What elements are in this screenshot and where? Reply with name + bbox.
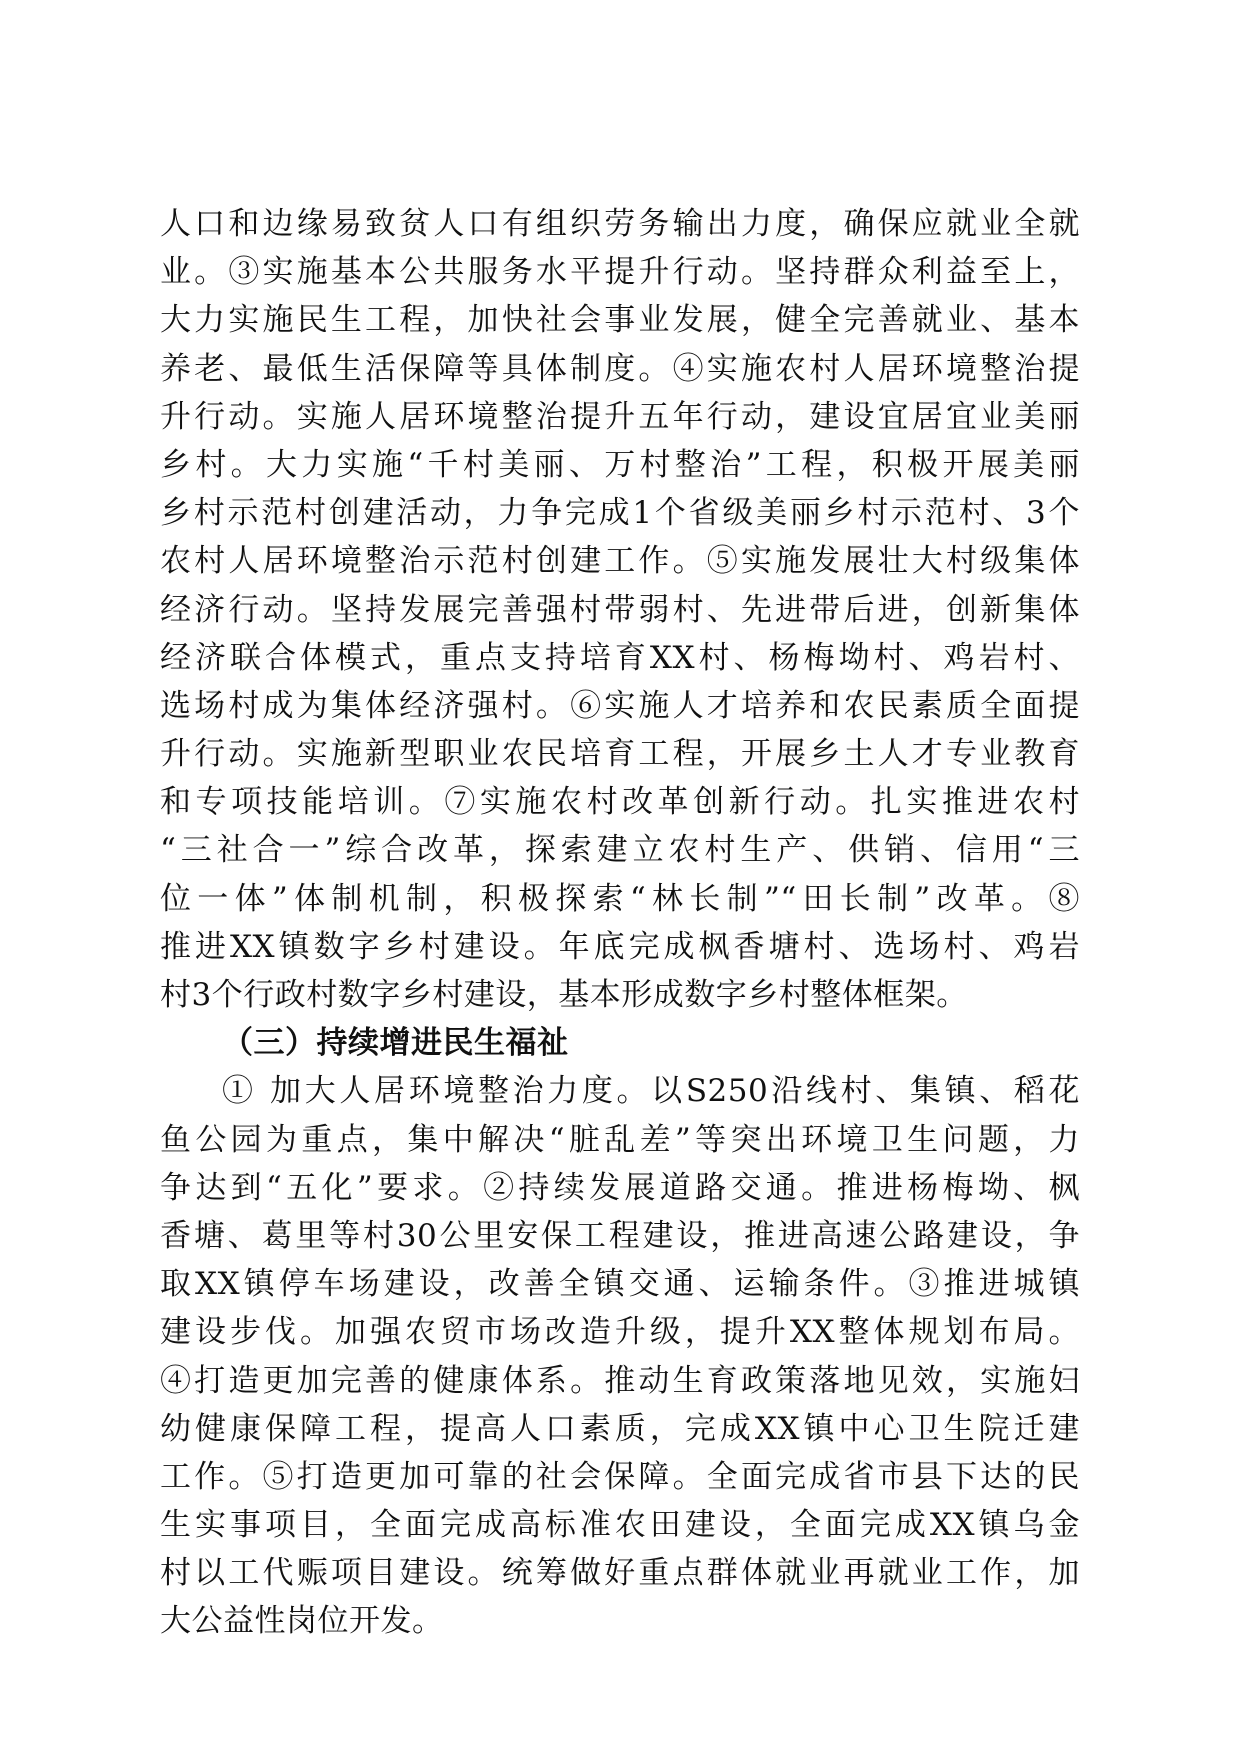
- paragraph-line: 取XX镇停车场建设，改善全镇交通、运输条件。③推进城镇: [160, 1266, 1080, 1303]
- paragraph-line: 乡村示范村创建活动，力争完成1个省级美丽乡村示范村、3个: [160, 495, 1080, 532]
- paragraph-line: 村以工代赈项目建设。统筹做好重点群体就业再就业工作，加: [160, 1555, 1080, 1592]
- paragraph-line: 农村人居环境整治示范村创建工作。⑤实施发展壮大村级集体: [160, 543, 1080, 580]
- section-heading: （三）持续增进民生福祉: [222, 1025, 569, 1062]
- paragraph-line: “三社合一”综合改革，探索建立农村生产、供销、信用“三: [160, 832, 1080, 869]
- paragraph-line: 推进XX镇数字乡村建设。年底完成枫香塘村、选场村、鸡岩: [160, 928, 1080, 965]
- paragraph-line: 建设步伐。加强农贸市场改造升级，提升XX整体规划布局。: [160, 1314, 1080, 1351]
- paragraph-line: ① 加大人居环境整治力度。以S250沿线村、集镇、稻花: [222, 1073, 1080, 1110]
- paragraph-line: 选场村成为集体经济强村。⑥实施人才培养和农民素质全面提: [160, 687, 1080, 724]
- paragraph-line: 工作。⑤打造更加可靠的社会保障。全面完成省市县下达的民: [160, 1458, 1080, 1495]
- paragraph-line: 升行动。实施人居环境整治提升五年行动，建设宜居宜业美丽: [160, 398, 1080, 435]
- paragraph-line: 和专项技能培训。⑦实施农村改革创新行动。扎实推进农村: [160, 784, 1080, 821]
- paragraph-line: 位一体”体制机制，积极探索“林长制”“田长制”改革。⑧: [160, 880, 1080, 917]
- paragraph-line: 香塘、葛里等村30公里安保工程建设，推进高速公路建设，争: [160, 1217, 1080, 1254]
- paragraph-line: 业。③实施基本公共服务水平提升行动。坚持群众利益至上，: [160, 254, 1080, 291]
- paragraph-line: 生实事项目，全面完成高标准农田建设，全面完成XX镇乌金: [160, 1507, 1080, 1544]
- paragraph-line: 大公益性岗位开发。: [160, 1603, 444, 1640]
- paragraph-line: 乡村。大力实施“千村美丽、万村整治”工程，积极开展美丽: [160, 446, 1080, 483]
- paragraph-line: 鱼公园为重点，集中解决“脏乱差”等突出环境卫生问题，力: [160, 1121, 1080, 1158]
- paragraph-line: 争达到“五化”要求。②持续发展道路交通。推进杨梅坳、枫: [160, 1169, 1080, 1206]
- paragraph-line: ④打造更加完善的健康体系。推动生育政策落地见效，实施妇: [160, 1362, 1080, 1399]
- paragraph-line: 幼健康保障工程，提高人口素质，完成XX镇中心卫生院迁建: [160, 1410, 1080, 1447]
- document-page: [160, 200, 1080, 1646]
- paragraph-line: 经济行动。坚持发展完善强村带弱村、先进带后进，创新集体: [160, 591, 1080, 628]
- paragraph-line: 村3个行政村数字乡村建设，基本形成数字乡村整体框架。: [160, 977, 968, 1013]
- paragraph-line: 大力实施民生工程，加快社会事业发展，健全完善就业、基本: [160, 302, 1080, 339]
- paragraph-line: 养老、最低生活保障等具体制度。④实施农村人居环境整治提: [160, 350, 1080, 387]
- paragraph-line: 人口和边缘易致贫人口有组织劳务输出力度，确保应就业全就: [160, 206, 1080, 242]
- paragraph-line: 经济联合体模式，重点支持培育XX村、杨梅坳村、鸡岩村、: [160, 639, 1080, 676]
- paragraph-line: 升行动。实施新型职业农民培育工程，开展乡土人才专业教育: [160, 736, 1080, 773]
